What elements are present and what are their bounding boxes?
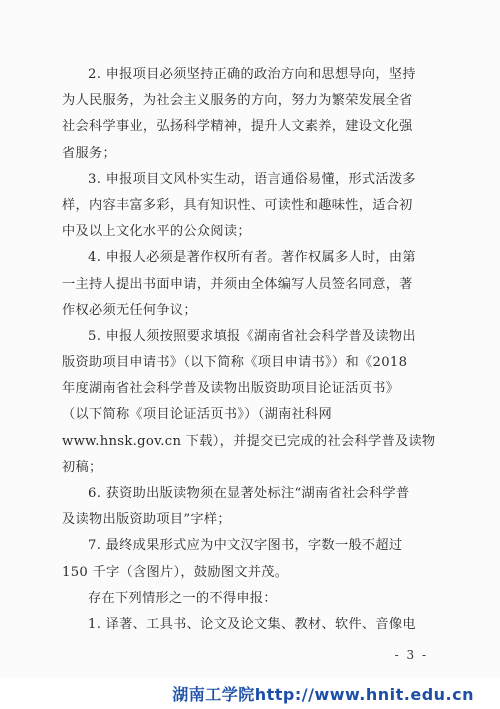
paragraph-line: 为人民服务，为社会主义服务的方向，努力为繁荣发展全省 bbox=[62, 93, 413, 109]
paragraph-line: 初稿； bbox=[62, 459, 103, 475]
paragraph-line: 2. 申报项目必须坚持正确的政治方向和思想导向，坚持 bbox=[88, 67, 416, 82]
paragraph-line: 中及以上文化水平的公众阅读； bbox=[62, 224, 251, 240]
paragraph-line: 一主持人提出书面申请，并须由全体编写人员签名同意，著 bbox=[62, 276, 413, 292]
body-text bbox=[62, 62, 442, 638]
paragraph-line: 版资助项目申请书》（以下简称《项目申请书》）和《2018 bbox=[62, 355, 408, 371]
page-number: - 3 - bbox=[394, 648, 428, 662]
paragraph-line: 6. 获资助出版读物须在显著处标注“湖南省社会科学普 bbox=[88, 486, 410, 501]
paragraph-line: （以下简称《项目论证活页书》）（湖南社科网 bbox=[62, 407, 333, 423]
paragraph-line: 样，内容丰富多彩，具有知识性、可读性和趣味性，适合初 bbox=[62, 197, 413, 213]
watermark-text: 湖南工学院http://www.hnit.edu.cn bbox=[172, 685, 474, 704]
paragraph-line: 7. 最终成果形式应为中文汉字图书，字数一般不超过 bbox=[88, 538, 403, 554]
paragraph-line: 年度湖南省社会科学普及读物出版资助项目论证活页书》 bbox=[62, 381, 400, 397]
paragraph-line: 存在下列情形之一的不得申报： bbox=[88, 590, 277, 606]
paragraph-line: www.hnsk.gov.cn 下载），并提交已完成的社会科学普及读物 bbox=[62, 433, 436, 449]
paragraph-line: 4. 申报人必须是著作权所有者。著作权属多人时，由第 bbox=[88, 250, 416, 266]
paragraph-line: 社会科学事业，弘扬科学精神，提升人文素养，建设文化强 bbox=[62, 119, 413, 135]
paragraph-line: 作权必须无任何争议； bbox=[62, 302, 197, 318]
paragraph-line: 150 千字（含图片），鼓励图文并茂。 bbox=[62, 564, 289, 580]
paragraph-line: 1. 译著、工具书、论文及论文集、教材、软件、音像电 bbox=[88, 616, 416, 632]
watermark-bar bbox=[0, 678, 500, 709]
paragraph-line: 5. 申报人须按照要求填报《湖南省社会科学普及读物出 bbox=[88, 328, 416, 344]
paragraph-line: 及读物出版资助项目”字样； bbox=[62, 512, 231, 528]
paragraph-line: 省服务； bbox=[62, 145, 116, 161]
paragraph-line: 3. 申报项目文风朴实生动，语言通俗易懂，形式活泼多 bbox=[88, 171, 416, 187]
